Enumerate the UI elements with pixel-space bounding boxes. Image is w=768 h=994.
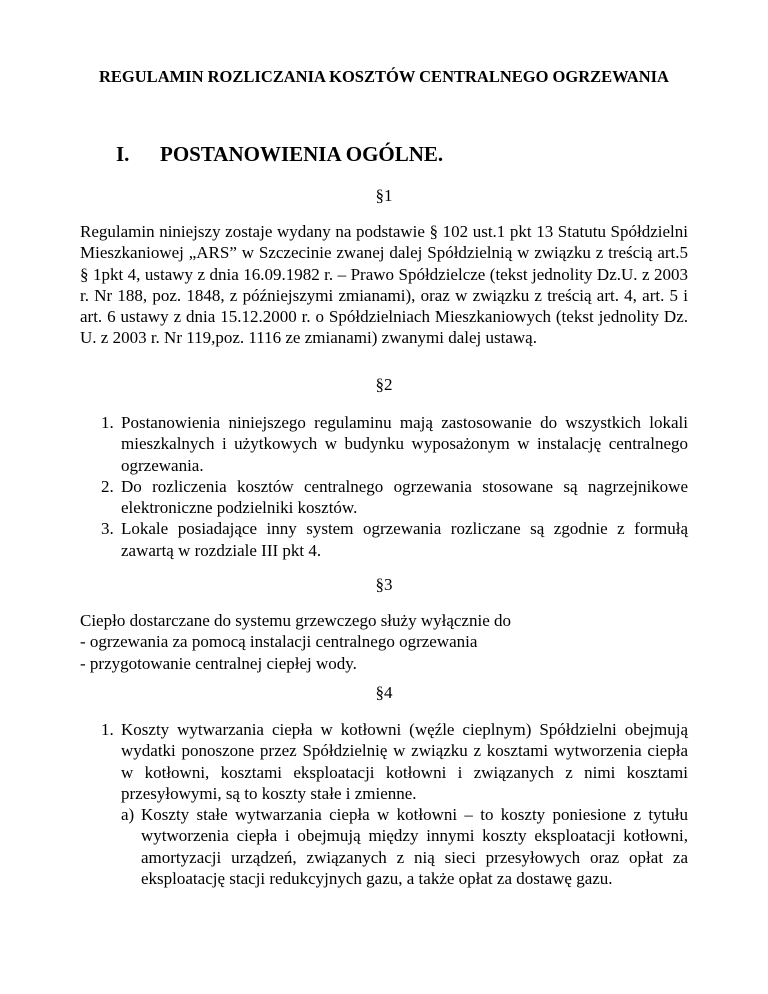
section-3-heading: §3 [375, 575, 393, 594]
text-line: - ogrzewania za pomocą instalacji centralnego ogrzewania [80, 632, 478, 652]
text-line: - przygotowanie centralnej ciepłej wody. [80, 653, 357, 673]
list-item-number: 3. [101, 519, 114, 539]
section-2-list [80, 412, 688, 561]
list-item [80, 476, 688, 519]
list-item-text: Postanowienia niniejszego regulaminu mają zastosowanie do wszystkich lokali mieszkalnych i użytkowych w budynku wyposażonym w instalację centralnego ogrzewania. [121, 413, 688, 475]
list-item-text: Koszty wytwarzania ciepła w kotłowni (węźle cieplnym) Spółdzielni obejmują wydatki ponoszone przez Spółdzielnię w związku z kosztami wytworzenia ciepła w kotłowni, kosztami eksploatacji kotłowni i związanych z nimi kosztami przesyłowymi, są to koszty stałe i zmienne. [121, 720, 688, 803]
list-item-text: Do rozliczenia kosztów centralnego ogrzewania stosowane są nagrzejnikowe elektroniczne podzielniki kosztów. [121, 476, 688, 518]
section-4-heading: §4 [375, 683, 393, 702]
list-item-number: 2. [101, 476, 114, 496]
sub-list-item-text: Koszty stałe wytwarzania ciepła w kotłowni – to koszty poniesione z tytułu wytworzenia ciepła i obejmują między innymi koszty eksploatacji kotłowni, amortyzacji urządzeń, związanych z nią sieci przesyłowych oraz opłat za eksploatację stacji redukcyjnych gazu, a także opłat za dostawę gazu. [141, 805, 688, 889]
list-item [80, 412, 688, 476]
chapter-title: POSTANOWIENIA OGÓLNE. [160, 142, 444, 166]
text-line: Ciepło dostarczane do systemu grzewczego służy wyłącznie do [80, 611, 511, 630]
list-item-text: Lokale posiadające inny system ogrzewania rozliczane są zgodnie z formułą zawartą w rozdziale III pkt 4. [121, 519, 688, 560]
chapter-number: I. [116, 142, 130, 166]
document-title: REGULAMIN ROZLICZANIA KOSZTÓW CENTRALNEGO OGRZEWANIA [99, 67, 669, 86]
section-4-list [80, 719, 688, 889]
list-item-number: 1. [101, 413, 114, 432]
section-1-paragraph: Regulamin niniejszy zostaje wydany na podstawie § 102 ust.1 pkt 13 Statutu Spółdzielni Mieszkaniowej „ARS” w Szczecinie zwanej dalej Spółdzielnią w związku z treścią art.5 § 1pkt 4, ustawy z dnia 16.09.1982 r. – Prawo Spółdzielcze (tekst jednolity Dz.U. z 2003 r. Nr 188, poz. 1848, z późniejszymi zmianami), oraz w związku z treścią art. 4, art. 5 i art. 6 ustawy z dnia 15.12.2000 r. o Spółdzielniach Mieszkaniowych (tekst jednolity Dz. U. z 2003 r. Nr 119,poz. 1116 ze zmianami) zwanymi dalej ustawą. [80, 222, 688, 348]
section-3-paragraph [80, 610, 688, 674]
list-item [80, 719, 688, 889]
list-item [80, 518, 688, 561]
sub-list-item [121, 804, 688, 889]
section-2-heading: §2 [375, 375, 393, 394]
sub-list-item-letter: a) [121, 805, 135, 825]
section-1-heading: §1 [375, 186, 393, 205]
sub-list [121, 804, 688, 889]
list-item-number: 1. [101, 720, 114, 739]
